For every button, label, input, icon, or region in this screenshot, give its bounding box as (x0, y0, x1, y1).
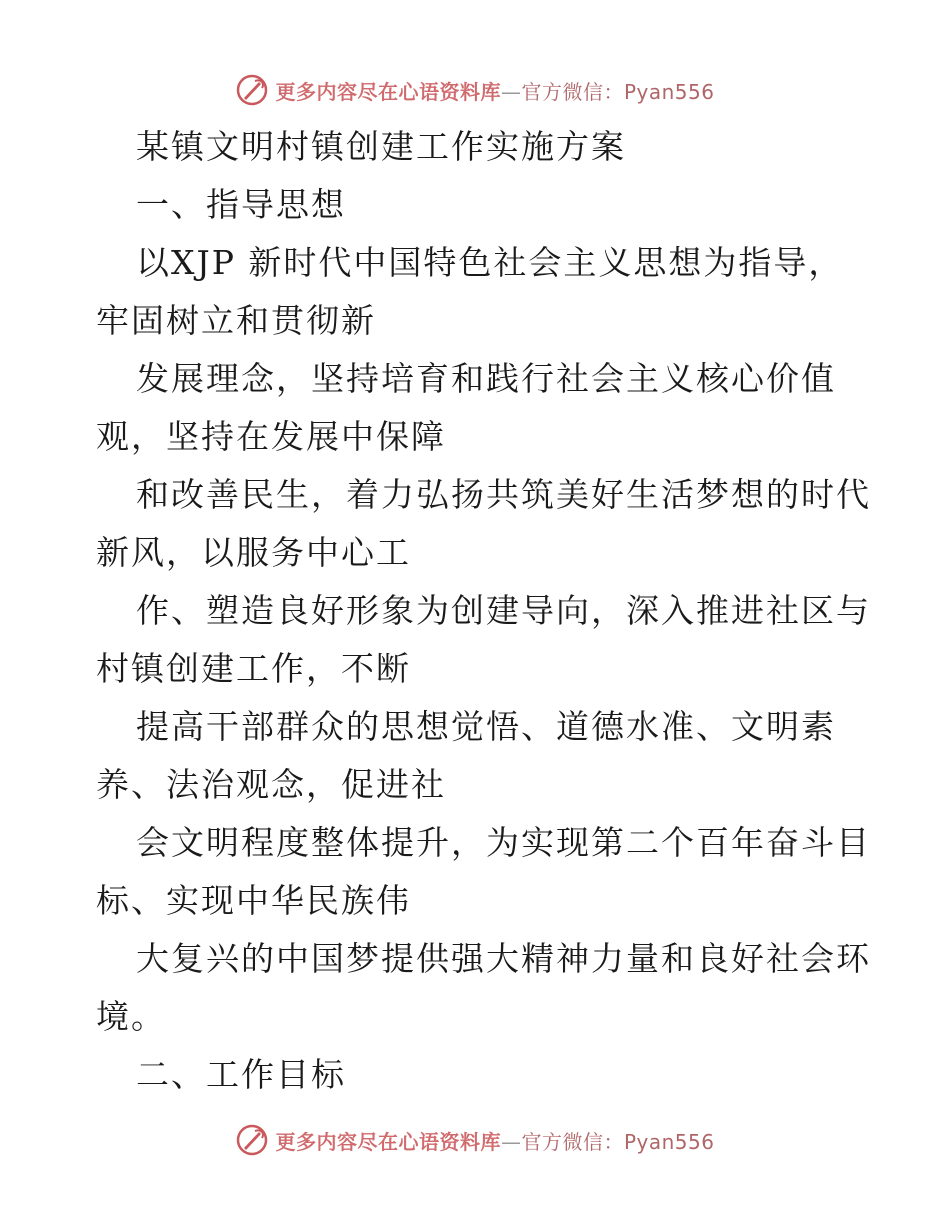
watermark-text (275, 76, 714, 105)
document-line: 大复兴的中国梦提供强大精神力量和良好社会环 (136, 939, 871, 978)
watermark-separator: — (500, 79, 522, 104)
document-line: 某镇文明村镇创建工作实施方案 (136, 127, 626, 166)
document-line: 标、实现中华民族伟 (96, 881, 411, 920)
document-line: 养、法治观念，促进社 (96, 765, 446, 804)
watermark-header (0, 70, 950, 110)
document-line: 村镇创建工作，不断 (96, 649, 411, 688)
document-line: 新风，以服务中心工 (96, 533, 411, 572)
document-line: 一、指导思想 (136, 185, 346, 224)
watermark-brand: 更多内容尽在心语资料库 (275, 1129, 501, 1154)
document-line: 二、工作目标 (136, 1055, 346, 1094)
document-line: 观，坚持在发展中保障 (96, 417, 446, 456)
document-body (96, 118, 871, 1104)
document-line: 和改善民生，着力弘扬共筑美好生活梦想的时代 (136, 475, 871, 514)
document-line: 会文明程度整体提升，为实现第二个百年奋斗目 (136, 823, 871, 862)
document-line: 提高干部群众的思想觉悟、道德水准、文明素 (136, 707, 836, 746)
feather-pen-logo-icon (235, 1123, 269, 1157)
document-line: 发展理念，坚持培育和践行社会主义核心价值 (136, 359, 836, 398)
watermark-brand: 更多内容尽在心语资料库 (275, 79, 501, 104)
watermark-footer (0, 1120, 950, 1160)
watermark-separator: — (500, 1129, 522, 1154)
watermark-contact: 官方微信：Pyan556 (521, 79, 715, 104)
watermark-contact: 官方微信：Pyan556 (521, 1129, 715, 1154)
document-line: 作、塑造良好形象为创建导向，深入推进社区与 (136, 591, 871, 630)
watermark-text (275, 1126, 714, 1155)
document-line: 境。 (96, 997, 166, 1036)
document-line: 以XJP 新时代中国特色社会主义思想为指导， (136, 243, 844, 282)
document-line: 牢固树立和贯彻新 (96, 301, 376, 340)
feather-pen-logo-icon (235, 73, 269, 107)
